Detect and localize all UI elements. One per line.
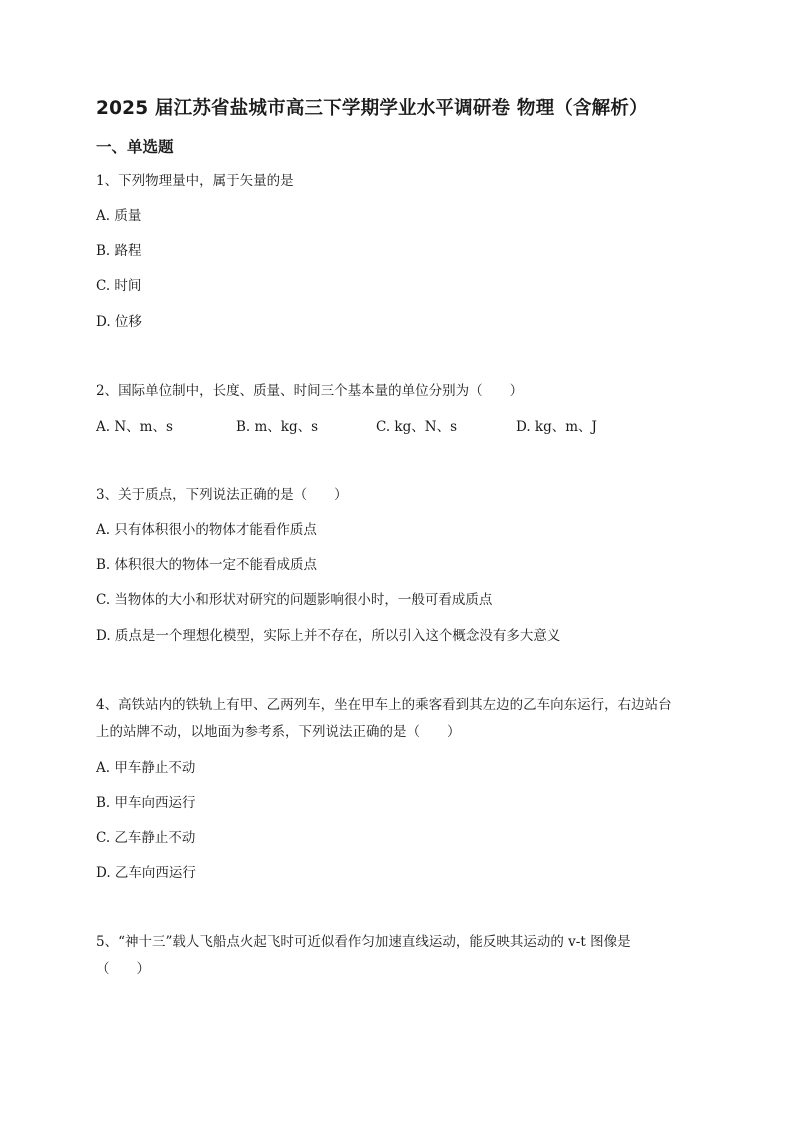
question-1-option-b: B. 路程 — [96, 243, 142, 259]
question-3-stem: 3、关于质点，下列说法正确的是（ ） — [96, 487, 348, 503]
question-4-option-a: A. 甲车静止不动 — [96, 760, 196, 776]
question-4-stem-line-1: 4、高铁站内的铁轨上有甲、乙两列车，坐在甲车上的乘客看到其左边的乙车向东运行，右边站台 — [96, 697, 672, 713]
question-5-stem-line-2: （ ） — [96, 961, 150, 977]
question-4-option-b: B. 甲车向西运行 — [96, 795, 196, 811]
question-2-stem: 2、国际单位制中，长度、质量、时间三个基本量的单位分别为（ ） — [96, 383, 524, 399]
question-2-option-c: C. kg、N、s — [376, 419, 457, 435]
question-1-option-a: A. 质量 — [96, 208, 142, 224]
question-2-option-a: A. N、m、s — [96, 419, 173, 435]
question-3-option-d: D. 质点是一个理想化模型，实际上并不存在，所以引入这个概念没有多大意义 — [96, 628, 561, 644]
question-3-option-c: C. 当物体的大小和形状对研究的问题影响很小时，一般可看成质点 — [96, 592, 493, 608]
question-1-option-c: C. 时间 — [96, 278, 142, 294]
question-2-option-d: D. kg、m、J — [516, 419, 597, 435]
document-title: 2025 届江苏省盐城市高三下学期学业水平调研卷 物理（含解析） — [96, 98, 648, 119]
section-heading: 一、单选题 — [96, 138, 174, 156]
question-3-option-b: B. 体积很大的物体一定不能看成质点 — [96, 557, 318, 573]
question-5-stem-line-1: 5、“神十三”载人飞船点火起飞时可近似看作匀加速直线运动，能反映其运动的 v-t 图像是 — [96, 934, 631, 950]
question-3-option-a: A. 只有体积很小的物体才能看作质点 — [96, 522, 317, 538]
question-2-option-b: B. m、kg、s — [236, 419, 319, 435]
question-1-option-d: D. 位移 — [96, 314, 142, 330]
question-4-option-c: C. 乙车静止不动 — [96, 830, 196, 846]
question-4-option-d: D. 乙车向西运行 — [96, 865, 196, 881]
question-2-options — [96, 417, 656, 437]
question-4-stem-line-2: 上的站牌不动，以地面为参考系，下列说法正确的是（ ） — [96, 724, 461, 740]
question-1-stem: 1、下列物理量中，属于矢量的是 — [96, 173, 294, 189]
